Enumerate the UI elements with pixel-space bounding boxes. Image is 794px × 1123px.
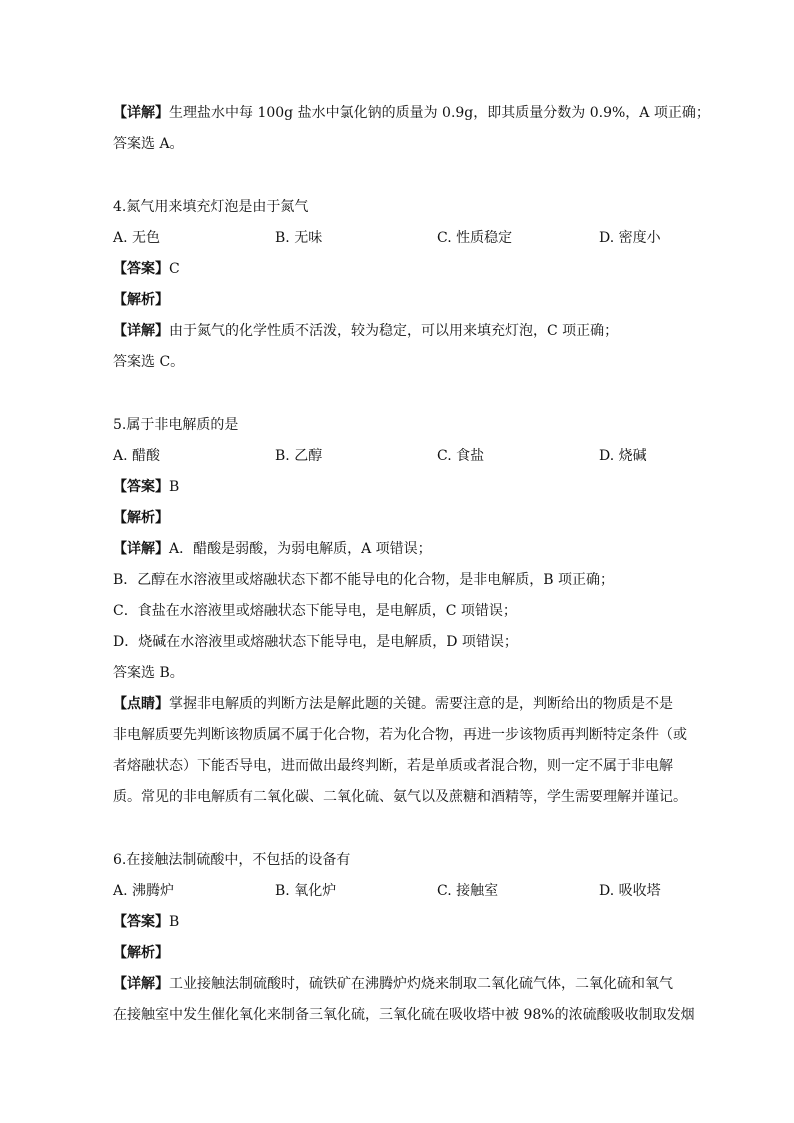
detail-tag: 【详解】	[113, 541, 169, 557]
answer-tag: 【答案】	[113, 914, 169, 930]
detail-tag: 【详解】	[113, 976, 169, 992]
q5-option-b: B. 乙醇	[275, 448, 323, 464]
answer-value: B	[169, 914, 180, 930]
detail-text: 生理盐水中每 100g 盐水中氯化钠的质量为 0.9g，即其质量分数为 0.9%，A 项正确；	[169, 105, 710, 121]
detail-tag: 【详解】	[113, 105, 169, 121]
q5-note-line: 非电解质要先判断该物质属不属于化合物，若为化合物，再进一步该物质再判断特定条件（或	[113, 727, 687, 743]
q5-note-line: 质。常见的非电解质有二氧化碳、二氧化硫、氨气以及蔗糖和酒精等，学生需要理解并谨记。	[113, 789, 687, 805]
q6-option-b: B. 氧化炉	[275, 883, 337, 899]
q4-stem: 4.氮气用来填充灯泡是由于氮气	[113, 199, 309, 215]
q4-option-a: A. 无色	[113, 230, 161, 246]
q4-option-c: C. 性质稳定	[437, 230, 513, 246]
q5-option-a: A. 醋酸	[113, 448, 161, 464]
note-text: 掌握非电解质的判断方法是解此题的关键。需要注意的是，判断给出的物质是不是	[169, 696, 673, 712]
answer-tag: 【答案】	[113, 261, 169, 277]
q6-option-a: A. 沸腾炉	[113, 883, 175, 899]
answer-value: C	[169, 261, 180, 277]
detail-text: A．醋酸是弱酸，为弱电解质，A 项错误；	[169, 541, 432, 557]
detail-text: 工业接触法制硫酸时，硫铁矿在沸腾炉灼烧来制取二氧化硫气体，二氧化硫和氧气	[169, 976, 673, 992]
detail-tag: 【详解】	[113, 323, 169, 339]
q3-detail	[113, 103, 710, 123]
q5-answer-line: 答案选 B。	[113, 665, 184, 681]
answer-tag: 【答案】	[113, 479, 169, 495]
detail-text: 由于氮气的化学性质不活泼，较为稳定，可以用来填充灯泡，C 项正确；	[169, 323, 619, 339]
q4-detail	[113, 321, 693, 341]
q4-answer-line: 答案选 C。	[113, 354, 185, 370]
q3-answer-line: 答案选 A。	[113, 136, 184, 152]
q4-analysis-tag: 【解析】	[113, 292, 169, 308]
q6-option-d: D. 吸收塔	[599, 883, 661, 899]
q6-analysis-tag: 【解析】	[113, 945, 169, 961]
q5-detail-line: B．乙醇在水溶液里或熔融状态下都不能导电的化合物，是非电解质，B 项正确；	[113, 572, 615, 588]
q5-analysis-tag: 【解析】	[113, 510, 169, 526]
q5-answer	[113, 477, 693, 497]
q6-option-c: C. 接触室	[437, 883, 499, 899]
answer-value: B	[169, 479, 180, 495]
q5-detail-line: D．烧碱在水溶液里或熔融状态下能导电，是电解质，D 项错误；	[113, 634, 518, 650]
q6-detail-line	[113, 974, 693, 994]
q5-note-line: 者熔融状态）下能否导电，进而做出最终判断，若是单质或者混合物，则一定不属于非电解	[113, 758, 673, 774]
q6-detail-line: 在接触室中发生催化氧化来制备三氧化硫，三氧化硫在吸收塔中被 98%的浓硫酸吸收制取发烟	[113, 1007, 695, 1023]
q4-option-d: D. 密度小	[599, 230, 661, 246]
q5-option-c: C. 食盐	[437, 448, 485, 464]
q6-answer	[113, 912, 693, 932]
q5-stem: 5.属于非电解质的是	[113, 417, 239, 433]
q4-option-b: B. 无味	[275, 230, 323, 246]
q5-detail-line	[113, 539, 693, 559]
q5-detail-line: C．食盐在水溶液里或熔融状态下能导电，是电解质，C 项错误；	[113, 603, 517, 619]
q4-answer	[113, 259, 693, 279]
q6-stem: 6.在接触法制硫酸中，不包括的设备有	[113, 852, 351, 868]
note-tag: 【点睛】	[113, 696, 169, 712]
q5-option-d: D. 烧碱	[599, 448, 647, 464]
q5-note-line	[113, 694, 693, 714]
